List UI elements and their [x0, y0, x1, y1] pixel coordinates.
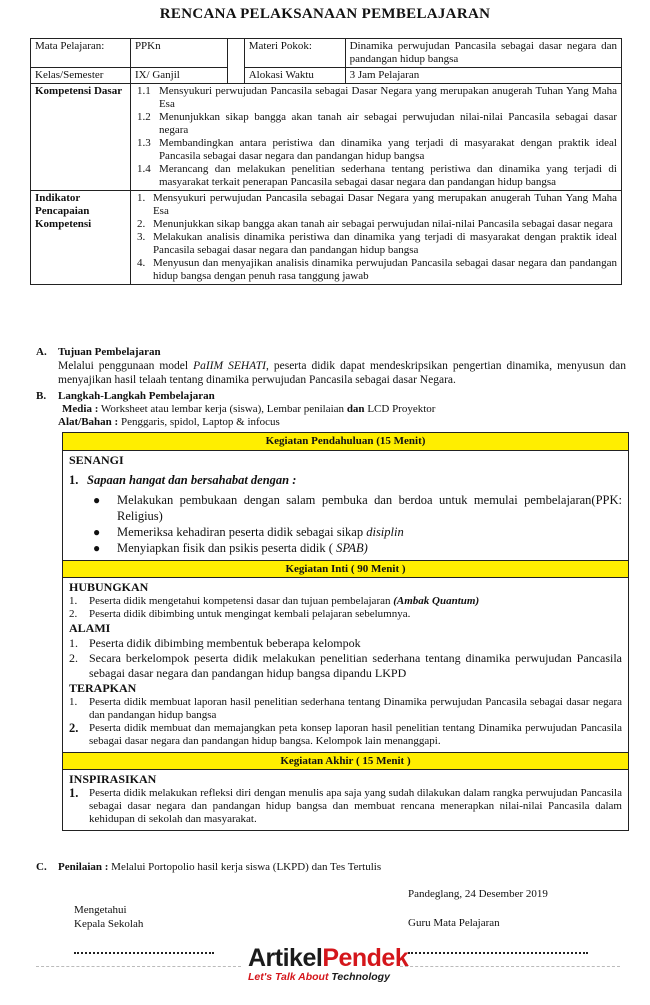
signature-line-kepala — [74, 950, 214, 954]
guru-label: Guru Mata Pelajaran — [408, 917, 500, 929]
step-num: 1. — [69, 636, 78, 650]
step-num: 1. — [69, 595, 78, 607]
info-row-kelas — [31, 68, 622, 84]
tujuan-title: Tujuan Pembelajaran — [58, 346, 161, 358]
materi-label: Materi Pokok: — [244, 39, 345, 68]
media-label: Media : — [62, 403, 99, 415]
step-num: 1. — [69, 696, 78, 708]
step-item — [69, 651, 622, 681]
ipk-num: 1. — [136, 192, 146, 204]
step-item — [69, 595, 622, 608]
bullet-item — [93, 492, 622, 524]
media-line — [36, 403, 626, 416]
kd-item — [135, 111, 617, 137]
bullet-item — [93, 524, 622, 540]
kd-item — [135, 137, 617, 163]
section-langkah — [36, 390, 626, 429]
pendahuluan-bar: Kegiatan Pendahuluan (15 Menit) — [63, 433, 628, 451]
media-text-b: LCD Proyektor — [364, 403, 436, 415]
ipk-num: 3. — [136, 231, 146, 243]
section-letter: B. — [36, 390, 47, 402]
hubungkan-heading: HUBUNGKAN — [69, 580, 149, 594]
kd-cell — [130, 84, 621, 191]
step-num: 2. — [69, 651, 78, 665]
step-num: 1. — [69, 786, 79, 800]
sapaan-list — [69, 492, 622, 556]
section-penilaian — [36, 861, 626, 874]
kd-text: Mensyukuri perwujudan Pancasila sebagai Dasar Negara yang merupakan anugerah Tuhan Yang Maha Esa — [158, 85, 617, 110]
step-item — [69, 636, 622, 651]
langkah-heading — [36, 390, 626, 403]
ipk-item — [135, 192, 617, 218]
kd-num: 1.4 — [136, 163, 151, 175]
kd-text: Membandingkan antara peristiwa dan dinamika yang terjadi di masyarakat dengan praktik ideal Pancasila sebagai dasar negara dan pandangan hidup bangsa — [158, 137, 617, 162]
media-text-a: Worksheet atau lembar kerja (siswa), Lembar penilaian — [98, 403, 347, 415]
info-table — [30, 38, 622, 285]
tujuan-text-a: Melalui penggunaan model — [58, 360, 194, 372]
step-text: Peserta didik melakukan refleksi diri dengan menulis apa saja yang sudah dilakukan dalam rangka perwujudan Pancasila sebagai dasar negara dan pandangan hidup bangsa dan membuat rencana menerapkan nilai-nilai Pancasila dalam kehidupan di sekolah dan masyarakat. — [89, 787, 622, 825]
step-item — [69, 696, 622, 722]
ipk-cell — [130, 191, 621, 285]
alat-line — [36, 416, 626, 429]
info-gap — [227, 39, 244, 84]
bullet-text: Menyiapkan fisik dan psikis peserta didik ( — [117, 541, 337, 555]
step-text: Peserta didik mengetahui kompetensi dasar dan tujuan pembelajaran — [89, 595, 394, 607]
mapel-value: PPKn — [130, 39, 227, 68]
ipk-text: Mensyukuri perwujudan Pancasila sebagai Dasar Negara yang merupakan anugerah Tuhan Yang Maha Esa — [152, 192, 617, 217]
watermark-tagline — [248, 971, 398, 983]
watermark-logo — [248, 944, 409, 983]
divider — [400, 965, 620, 967]
sapaan-heading — [69, 472, 622, 488]
ipk-item — [135, 218, 617, 231]
kepala-label: Kepala Sekolah — [74, 918, 144, 930]
akhir-content — [63, 770, 628, 830]
ipk-num: 4. — [136, 257, 146, 269]
mapel-label: Mata Pelajaran: — [31, 39, 131, 68]
ipk-item — [135, 231, 617, 257]
bullet-icon: ● — [93, 541, 101, 555]
watermark-word2: Pendek — [322, 944, 409, 972]
section-tujuan — [36, 346, 626, 387]
alokasi-value: 3 Jam Pelajaran — [345, 68, 621, 84]
divider — [36, 965, 241, 967]
mengetahui-label: Mengetahui — [74, 904, 127, 916]
tujuan-model: PaIIM SEHATI — [193, 360, 266, 372]
kd-list — [135, 85, 617, 189]
kd-text: Merancang dan melakukan penelitian sederhana tentang peristiwa dan dinamika yang terjadi di masyarakat terkait penerapan Pancasila sebagai dasar negara dan pandangan hidup bangsa — [158, 163, 617, 188]
ipk-label: Indikator Pencapaian Kompetensi — [31, 191, 131, 285]
section-letter: A. — [36, 346, 47, 358]
page-title: RENCANA PELAKSANAAN PEMBELAJARAN — [159, 6, 491, 22]
watermark-wordmark — [248, 944, 409, 972]
step-item — [69, 787, 622, 826]
alami-list — [69, 636, 622, 681]
info-row-ipk — [31, 191, 622, 285]
step-num: 2. — [69, 721, 79, 735]
hubungkan-list — [69, 595, 622, 621]
tujuan-text-b: , peserta didik dapat mendeskripsikan pengertian dinamika, menyusun dan menyajikan hasil telaah tentang dinamika perwujudan Pancasila sebagai dasar Negara. — [58, 360, 626, 386]
senangi-heading: SENANGI — [69, 453, 124, 467]
alami-heading: ALAMI — [69, 621, 111, 635]
inspirasikan-heading: INSPIRASIKAN — [69, 772, 157, 786]
place-date: Pandeglang, 24 Desember 2019 — [408, 888, 548, 900]
ipk-text: Melakukan analisis dinamika peristiwa dan dinamika yang terjadi di masyarakat dengan praktik ideal Pancasila sebagai dasar negara dan pandangan hidup bangsa — [152, 231, 617, 256]
ipk-num: 2. — [136, 218, 146, 230]
terapkan-list — [69, 696, 622, 748]
kd-label: Kompetensi Dasar — [31, 84, 131, 191]
kd-num: 1.3 — [136, 137, 151, 149]
tujuan-heading — [36, 346, 626, 359]
bullet-emphasis: disiplin — [366, 525, 404, 539]
step-num: 2. — [69, 608, 78, 620]
bullet-emphasis: SPAB) — [336, 541, 368, 555]
ipk-text: Menyusun dan menyajikan analisis dinamika perwujudan Pancasila sebagai dasar negara dan pandangan hidup bangsa dengan penuh rasa tanggung jawab — [152, 257, 617, 282]
materi-value: Dinamika perwujudan Pancasila sebagai dasar negara dan pandangan hidup bangsa — [345, 39, 621, 68]
step-text: Peserta didik dibimbing membentuk beberapa kelompok — [89, 636, 361, 650]
signature-line-guru — [408, 950, 588, 954]
akhir-bar: Kegiatan Akhir ( 15 Menit ) — [63, 752, 628, 770]
signer-kepala — [74, 903, 143, 931]
penilaian-text: Melalui Portopolio hasil kerja siswa (LKPD) dan Tes Tertulis — [108, 861, 382, 873]
ipk-text: Menunjukkan sikap bangga akan tanah air sebagai perwujudan nilai-nilai Pancasila sebagai dasar negara — [152, 218, 613, 230]
bullet-icon: ● — [93, 493, 101, 507]
watermark-tag1: Let's Talk About — [248, 971, 332, 983]
step-text: Peserta didik membuat laporan hasil penelitian sederhana tentang Dinamika perwujudan Pancasila sebagai dasar negara dan pandangan hidup bangsa — [89, 696, 622, 721]
bullet-text: Melakukan pembukaan dengan salam pembuka dan berdoa untuk memulai pembelajaran(PPK: Religius) — [117, 493, 622, 523]
ipk-item — [135, 257, 617, 283]
step-text: Peserta didik membuat dan memajangkan peta konsep laporan hasil penelitian tentang Dinamika perwujudan Pancasila sebagai dasar negara dan pandangan hidup bangsa. Kelompok lain menanggapi. — [89, 722, 622, 747]
sapaan-num: 1. — [69, 473, 79, 487]
bullet-item — [93, 540, 622, 556]
info-row-kd — [31, 84, 622, 191]
ipk-list — [135, 192, 617, 283]
alokasi-label: Alokasi Waktu — [244, 68, 345, 84]
penilaian-label: Penilaian : — [58, 861, 109, 873]
step-item — [69, 608, 622, 621]
step-emphasis: (Ambak Quantum) — [393, 595, 480, 607]
section-letter: C. — [36, 861, 47, 873]
bullet-text: Memeriksa kehadiran peserta didik sebagai sikap — [117, 525, 367, 539]
tujuan-text — [36, 359, 626, 387]
watermark-word1: Artikel — [248, 944, 323, 972]
kd-item — [135, 163, 617, 189]
kd-item — [135, 85, 617, 111]
watermark-tag2: Technology — [331, 971, 390, 983]
step-text: Secara berkelompok peserta didik melakukan penelitian sederhana tentang dinamika perwujudan Pancasila sebagai dasar negara dan pandangan hidup bangsa dipandu LKPD — [89, 651, 622, 680]
inti-content — [63, 578, 628, 752]
kegiatan-box — [62, 432, 629, 831]
info-row-mapel — [31, 39, 622, 68]
bullet-icon: ● — [93, 525, 101, 539]
kelas-value: IX/ Ganjil — [130, 68, 227, 84]
step-item — [69, 722, 622, 748]
inspirasikan-list — [69, 787, 622, 826]
kd-text: Menunjukkan sikap bangga akan tanah air sebagai perwujudan nilai-nilai Pancasila sebagai dasar negara — [158, 111, 617, 136]
terapkan-heading: TERAPKAN — [69, 681, 137, 695]
step-text: Peserta didik dibimbing untuk mengingat kembali pelajaran sebelumnya. — [89, 608, 411, 620]
alat-label: Alat/Bahan : — [58, 416, 119, 428]
inti-bar: Kegiatan Inti ( 90 Menit ) — [63, 560, 628, 578]
kelas-label: Kelas/Semester — [31, 68, 131, 84]
kd-num: 1.2 — [136, 111, 151, 123]
pendahuluan-content — [63, 451, 628, 560]
langkah-title: Langkah-Langkah Pembelajaran — [58, 390, 215, 402]
media-dan: dan — [346, 403, 365, 415]
sapaan-text: Sapaan hangat dan bersahabat dengan : — [87, 473, 297, 487]
kd-num: 1.1 — [136, 85, 151, 97]
alat-value: Penggaris, spidol, Laptop & infocus — [118, 416, 280, 428]
